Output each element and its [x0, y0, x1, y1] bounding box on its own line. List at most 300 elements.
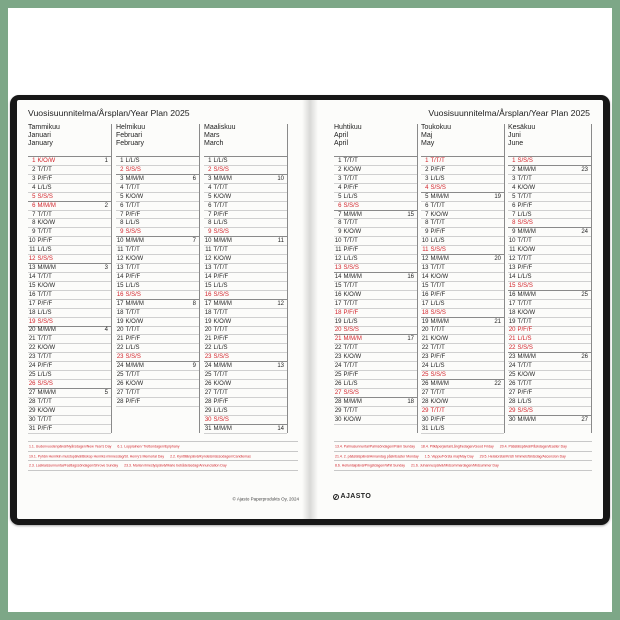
- weekday-abbr: T/T/T: [343, 175, 358, 182]
- week-number: 13: [277, 363, 284, 370]
- month-header: [116, 124, 199, 156]
- day-number: 10: [116, 238, 124, 245]
- week-number: 24: [581, 229, 588, 236]
- weekday-abbr: L/L/S: [517, 398, 532, 405]
- weekday-abbr: K/O/W: [37, 345, 56, 352]
- day-row: [204, 327, 287, 336]
- day-row: [28, 219, 111, 228]
- day-row: [421, 166, 504, 175]
- day-row: [116, 219, 199, 228]
- day-number: 14: [116, 273, 124, 280]
- month-column: [421, 124, 505, 433]
- holiday-note: 23.3. Marian ilmestyspäivä/Marie bebådelsedag/Annunciation Day: [124, 464, 227, 468]
- day-number: 14: [334, 273, 342, 280]
- weekday-abbr: S/S/S: [125, 291, 141, 298]
- day-row: [421, 175, 504, 184]
- week-number: 3: [104, 265, 108, 272]
- day-number: 8: [120, 220, 124, 227]
- day-number: 6: [338, 202, 342, 209]
- day-number: 29: [421, 407, 429, 414]
- weekday-abbr: K/O/W: [213, 193, 232, 200]
- day-row: [204, 335, 287, 344]
- week-number: 23: [581, 166, 588, 173]
- day-row: [508, 362, 591, 371]
- day-number: 3: [425, 175, 429, 182]
- day-number: 16: [421, 291, 429, 298]
- weekday-abbr: L/L/S: [125, 345, 140, 352]
- weekday-abbr: T/T/T: [517, 175, 532, 182]
- weekday-abbr: P/F/F: [430, 291, 446, 298]
- day-row: [421, 335, 504, 344]
- weekday-abbr: S/S/S: [517, 282, 533, 289]
- day-number: 26: [508, 381, 516, 388]
- day-row: [28, 416, 111, 425]
- day-number: 18: [116, 309, 124, 316]
- day-number: 11: [117, 247, 124, 254]
- week-number: 17: [407, 336, 414, 343]
- day-number: 1: [338, 157, 342, 164]
- weekday-abbr: M/M/M: [343, 398, 362, 405]
- day-number: 10: [204, 238, 212, 245]
- day-row: [28, 184, 111, 193]
- day-row: [334, 157, 417, 166]
- month-name-fi: Tammikuu: [28, 124, 60, 131]
- day-number: 1: [512, 157, 516, 164]
- holiday-notes-line: [335, 461, 499, 471]
- day-number: 2: [208, 166, 212, 173]
- day-row: [204, 300, 287, 309]
- week-number: 2: [104, 202, 108, 209]
- day-number: 7: [32, 211, 36, 218]
- day-number: 11: [422, 247, 429, 254]
- left-page-title: Vuosisuunnitelma/Årsplan/Year Plan 2025: [28, 108, 190, 118]
- day-number: 12: [334, 256, 342, 263]
- week-number: 5: [104, 389, 108, 396]
- day-number: 27: [116, 389, 124, 396]
- day-number: 27: [421, 389, 429, 396]
- day-row: [508, 175, 591, 184]
- day-row: [421, 362, 504, 371]
- day-row: [508, 380, 591, 389]
- weekday-abbr: L/L/S: [213, 157, 228, 164]
- holiday-note: 21.4. 2. pääsiäispäivä/Annandag påsk/Easter Monday: [335, 454, 419, 458]
- day-row: [116, 335, 199, 344]
- day-row: [204, 184, 287, 193]
- day-number: 17: [421, 300, 429, 307]
- weekday-abbr: L/L/S: [37, 372, 52, 379]
- day-row: [204, 246, 287, 255]
- day-number: 8: [338, 220, 342, 227]
- weekday-abbr: T/T/T: [343, 407, 358, 414]
- weekday-abbr: M/M/M: [125, 300, 144, 307]
- day-number: 17: [116, 300, 124, 307]
- day-number: 2: [120, 166, 124, 173]
- day-row: [204, 202, 287, 211]
- day-row: [421, 398, 504, 407]
- day-number: 10: [508, 238, 516, 245]
- weekday-abbr: T/T/T: [430, 220, 445, 227]
- day-number: 26: [28, 381, 36, 388]
- day-number: 27: [334, 389, 342, 396]
- weekday-abbr: P/F/F: [343, 247, 359, 254]
- day-number: 27: [508, 389, 516, 396]
- day-row: [28, 371, 111, 380]
- day-row: [508, 184, 591, 193]
- weekday-abbr: K/O/W: [430, 398, 449, 405]
- day-number: 23: [334, 354, 342, 361]
- holiday-note: 21.6. Juhannuspäivä/Midsommardagen/Midsummer Day: [411, 464, 499, 468]
- day-row: [334, 211, 417, 220]
- week-number: 11: [277, 238, 284, 245]
- month-name-fi: Toukokuu: [421, 124, 451, 131]
- weekday-abbr: T/T/T: [343, 238, 358, 245]
- weekday-abbr: K/O/W: [125, 256, 144, 263]
- weekday-abbr: L/L/S: [343, 256, 358, 263]
- day-number: 11: [509, 247, 516, 254]
- day-row: [334, 309, 417, 318]
- weekday-abbr: S/S/S: [517, 345, 533, 352]
- day-number: 28: [28, 398, 36, 405]
- day-row: [421, 425, 504, 434]
- day-row: [28, 380, 111, 389]
- day-row: [204, 291, 287, 300]
- day-row: [334, 327, 417, 336]
- weekday-abbr: K/O/W: [517, 184, 536, 191]
- day-row: [334, 193, 417, 202]
- weekday-abbr: P/F/F: [517, 389, 533, 396]
- weekday-abbr: L/L/S: [213, 220, 228, 227]
- weekday-abbr: T/T/T: [37, 229, 52, 236]
- day-row: [204, 309, 287, 318]
- day-number: 13: [508, 265, 516, 272]
- weekday-abbr: L/L/S: [430, 175, 445, 182]
- day-row: [508, 166, 591, 175]
- day-row: [334, 228, 417, 237]
- day-row: [508, 371, 591, 380]
- day-row: [334, 184, 417, 193]
- day-number: 24: [508, 363, 516, 370]
- holiday-note: 8.6. Helluntaipäivä/Pingstdagen/Whit Sunday: [335, 464, 406, 468]
- weekday-abbr: T/T/T: [430, 157, 445, 164]
- day-number: 6: [120, 202, 124, 209]
- week-number: 25: [581, 291, 588, 298]
- day-row: [421, 291, 504, 300]
- day-number: 12: [116, 256, 124, 263]
- weekday-abbr: T/T/T: [430, 407, 445, 414]
- weekday-abbr: T/T/T: [125, 372, 140, 379]
- day-number: 9: [512, 229, 516, 236]
- day-row: [508, 273, 591, 282]
- weekday-abbr: T/T/T: [430, 282, 445, 289]
- day-row: [28, 211, 111, 220]
- weekday-abbr: T/T/T: [125, 247, 140, 254]
- day-row: [334, 237, 417, 246]
- weekday-abbr: K/O/W: [125, 381, 144, 388]
- weekday-abbr: M/M/M: [37, 265, 56, 272]
- holiday-notes-row: [28, 442, 298, 452]
- weekday-abbr: T/T/T: [430, 327, 445, 334]
- day-number: 5: [338, 193, 342, 200]
- day-row: [28, 193, 111, 202]
- day-number: 21: [508, 336, 516, 343]
- day-number: 8: [512, 220, 516, 227]
- day-row: [421, 211, 504, 220]
- day-number: 15: [421, 282, 429, 289]
- ajasto-logo-text: AJASTO: [340, 493, 372, 500]
- weekday-abbr: P/F/F: [517, 327, 533, 334]
- weekday-abbr: K/O/W: [37, 282, 56, 289]
- day-number: 5: [512, 193, 516, 200]
- day-row: [334, 344, 417, 353]
- spine-shadow: [302, 100, 318, 519]
- weekday-abbr: P/F/F: [213, 398, 229, 405]
- day-number: 18: [508, 309, 516, 316]
- weekday-abbr: K/O/W: [343, 229, 362, 236]
- weekday-abbr: S/S/S: [343, 202, 359, 209]
- day-row: [204, 166, 287, 175]
- day-row: [334, 255, 417, 264]
- month-name-sv: April: [334, 132, 349, 139]
- day-row: [508, 291, 591, 300]
- weekday-abbr: T/T/T: [430, 345, 445, 352]
- day-row: [334, 407, 417, 416]
- weekday-abbr: L/L/S: [517, 211, 532, 218]
- day-number: 29: [204, 407, 212, 414]
- day-row: [204, 264, 287, 273]
- day-row: [421, 389, 504, 398]
- day-number: 7: [120, 211, 124, 218]
- day-row: [421, 318, 504, 327]
- day-row: [334, 362, 417, 371]
- weekday-abbr: T/T/T: [343, 282, 358, 289]
- week-number: 26: [581, 354, 588, 361]
- day-number: 17: [204, 300, 212, 307]
- day-number: 19: [508, 318, 516, 325]
- week-number: 15: [407, 211, 414, 218]
- weekday-abbr: P/F/F: [37, 363, 53, 370]
- month-column: [204, 124, 288, 433]
- day-number: 25: [508, 372, 516, 379]
- month-column: [508, 124, 592, 433]
- day-number: 14: [421, 273, 429, 280]
- day-list: [28, 156, 111, 434]
- day-list: [508, 156, 591, 425]
- day-number: 2: [338, 166, 342, 173]
- day-row: [204, 211, 287, 220]
- day-row: [28, 398, 111, 407]
- day-row: [421, 202, 504, 211]
- weekday-abbr: T/T/T: [213, 372, 228, 379]
- day-row: [334, 416, 417, 425]
- month-header: [508, 124, 591, 156]
- day-number: 4: [425, 184, 429, 191]
- day-row: [334, 353, 417, 362]
- holiday-notes-row: [334, 442, 592, 452]
- weekday-abbr: T/T/T: [517, 238, 532, 245]
- weekday-abbr: T/T/T: [517, 300, 532, 307]
- weekday-abbr: T/T/T: [213, 389, 228, 396]
- weekday-abbr: T/T/T: [125, 202, 140, 209]
- weekday-abbr: L/L/S: [125, 220, 140, 227]
- day-number: 11: [29, 247, 36, 254]
- week-number: 1: [104, 157, 108, 164]
- holiday-note: 13.4. Palmusunnuntai/Palmsöndagen/Palm Sunday: [335, 445, 415, 449]
- day-number: 22: [334, 345, 342, 352]
- weekday-abbr: K/O/W: [213, 256, 232, 263]
- day-row: [116, 264, 199, 273]
- day-number: 16: [116, 291, 124, 298]
- day-number: 2: [425, 166, 429, 173]
- weekday-abbr: S/S/S: [213, 166, 229, 173]
- weekday-abbr: L/L/S: [125, 282, 140, 289]
- weekday-abbr: P/F/F: [343, 309, 359, 316]
- weekday-abbr: K/O/W: [125, 318, 144, 325]
- day-row: [116, 255, 199, 264]
- day-row: [28, 273, 111, 282]
- day-row: [508, 407, 591, 416]
- day-row: [28, 353, 111, 362]
- month-name-fi: Helmikuu: [116, 124, 146, 131]
- weekday-abbr: L/L/S: [430, 300, 445, 307]
- weekday-abbr: T/T/T: [517, 256, 532, 263]
- day-row: [204, 157, 287, 166]
- day-number: 3: [338, 175, 342, 182]
- weekday-abbr: L/L/S: [37, 309, 52, 316]
- day-number: 28: [508, 398, 516, 405]
- day-row: [116, 237, 199, 246]
- day-row: [28, 255, 111, 264]
- weekday-abbr: K/O/W: [517, 247, 536, 254]
- day-number: 30: [508, 416, 516, 423]
- weekday-abbr: M/M/M: [517, 416, 536, 423]
- day-number: 24: [421, 363, 429, 370]
- weekday-abbr: K/O/W: [125, 193, 144, 200]
- day-number: 12: [28, 256, 36, 263]
- day-number: 14: [204, 273, 212, 280]
- weekday-abbr: P/F/F: [517, 202, 533, 209]
- day-row: [204, 416, 287, 425]
- day-number: 23: [116, 354, 124, 361]
- day-row: [116, 362, 199, 371]
- weekday-abbr: M/M/M: [343, 336, 362, 343]
- weekday-abbr: S/S/S: [125, 166, 141, 173]
- day-row: [204, 237, 287, 246]
- day-list: [334, 156, 417, 425]
- day-number: 23: [28, 354, 36, 361]
- day-number: 5: [208, 193, 212, 200]
- day-number: 21: [204, 336, 212, 343]
- day-row: [28, 344, 111, 353]
- day-row: [334, 264, 417, 273]
- day-number: 27: [204, 389, 212, 396]
- day-number: 24: [116, 363, 124, 370]
- day-row: [421, 273, 504, 282]
- weekday-abbr: K/O/W: [213, 318, 232, 325]
- day-number: 1: [208, 157, 212, 164]
- weekday-abbr: S/S/S: [37, 193, 53, 200]
- weekday-abbr: T/T/T: [125, 265, 140, 272]
- day-row: [116, 282, 199, 291]
- day-number: 19: [334, 318, 342, 325]
- day-row: [508, 264, 591, 273]
- day-row: [421, 309, 504, 318]
- day-row: [204, 255, 287, 264]
- day-number: 27: [28, 389, 36, 396]
- weekday-abbr: K/O/W: [430, 336, 449, 343]
- day-number: 24: [334, 363, 342, 370]
- month-name-en: February: [116, 140, 145, 147]
- day-number: 18: [28, 309, 36, 316]
- day-row: [508, 318, 591, 327]
- day-row: [204, 273, 287, 282]
- weekday-abbr: T/T/T: [125, 309, 140, 316]
- day-number: 9: [120, 229, 124, 236]
- day-row: [28, 246, 111, 255]
- day-row: [421, 157, 504, 166]
- week-number: 14: [277, 425, 284, 432]
- weekday-abbr: T/T/T: [517, 381, 532, 388]
- weekday-abbr: T/T/T: [430, 202, 445, 209]
- day-number: 20: [421, 327, 429, 334]
- day-number: 13: [116, 265, 124, 272]
- day-number: 22: [204, 345, 212, 352]
- weekday-abbr: L/L/S: [343, 193, 358, 200]
- right-page-title: Vuosisuunnitelma/Årsplan/Year Plan 2025: [428, 108, 590, 118]
- day-number: 23: [204, 354, 212, 361]
- day-number: 15: [28, 282, 36, 289]
- day-number: 8: [208, 220, 212, 227]
- month-name-en: January: [28, 140, 53, 147]
- day-number: 21: [116, 336, 124, 343]
- day-row: [421, 416, 504, 425]
- holiday-notes-line: [335, 452, 566, 462]
- day-row: [508, 344, 591, 353]
- day-row: [116, 184, 199, 193]
- day-number: 6: [32, 202, 36, 209]
- weekday-abbr: M/M/M: [125, 363, 144, 370]
- weekday-abbr: T/T/T: [517, 193, 532, 200]
- day-row: [508, 416, 591, 425]
- day-row: [116, 318, 199, 327]
- weekday-abbr: S/S/S: [517, 407, 533, 414]
- day-number: 5: [120, 193, 124, 200]
- day-number: 13: [334, 265, 342, 272]
- day-number: 21: [334, 336, 342, 343]
- day-row: [508, 219, 591, 228]
- day-number: 17: [334, 300, 342, 307]
- day-row: [421, 228, 504, 237]
- day-number: 13: [204, 265, 212, 272]
- weekday-abbr: M/M/M: [213, 175, 232, 182]
- day-number: 13: [421, 265, 429, 272]
- day-number: 12: [421, 256, 429, 263]
- day-row: [421, 193, 504, 202]
- weekday-abbr: K/O/W: [343, 166, 362, 173]
- day-row: [204, 380, 287, 389]
- day-row: [28, 300, 111, 309]
- month-name-sv: Mars: [204, 132, 220, 139]
- month-name-fi: Huhtikuu: [334, 124, 362, 131]
- day-number: 30: [204, 416, 212, 423]
- weekday-abbr: S/S/S: [430, 372, 446, 379]
- day-row: [116, 353, 199, 362]
- ajasto-logo: [333, 493, 371, 501]
- holiday-note: 2.2. Kynttilänpäivä/Kyndelsmässodagen/Candlemas: [170, 454, 251, 458]
- day-number: 6: [512, 202, 516, 209]
- weekday-abbr: M/M/M: [430, 318, 449, 325]
- day-number: 14: [28, 273, 36, 280]
- week-number: 21: [494, 318, 501, 325]
